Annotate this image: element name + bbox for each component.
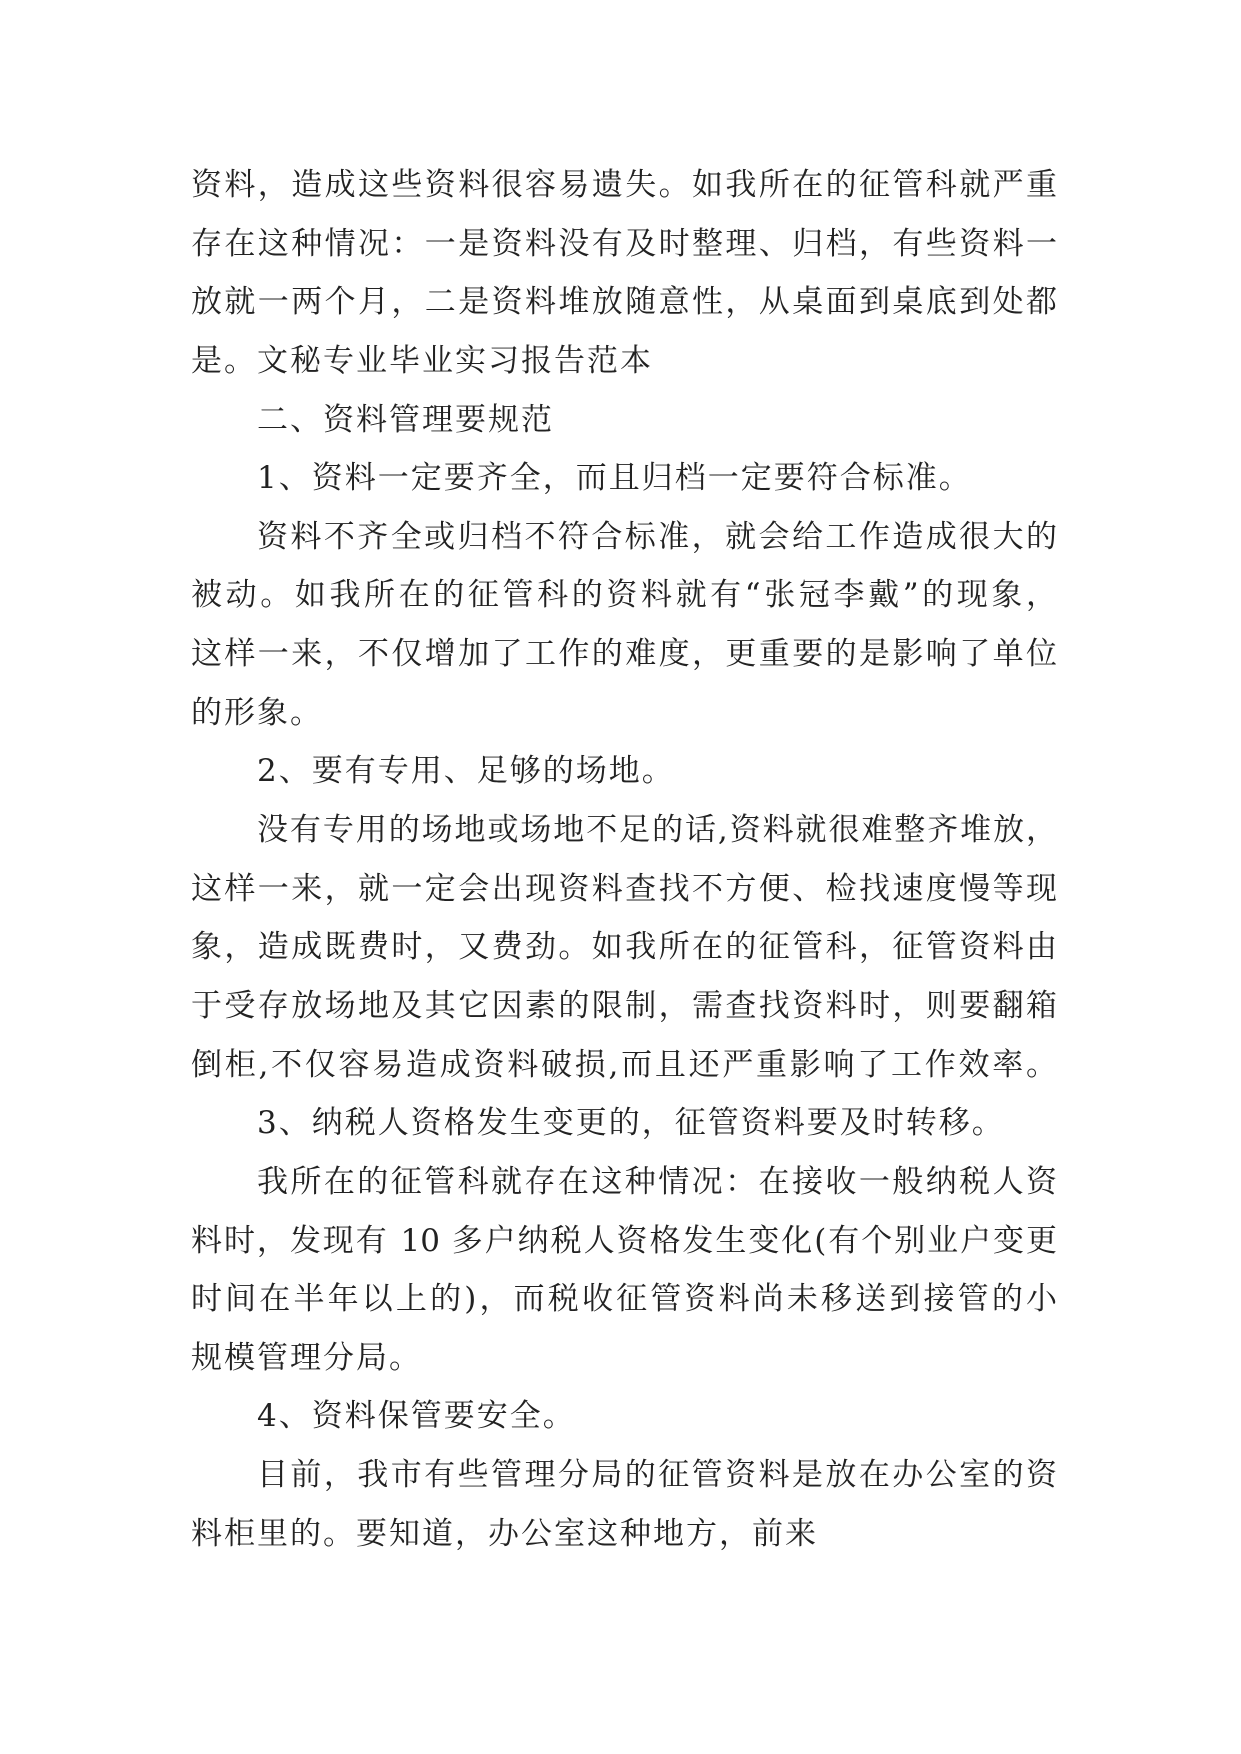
subheading-2 xyxy=(191,742,1057,801)
subheading-1 xyxy=(191,449,1057,508)
body-text-line: 倒柜,不仅容易造成资料破损,而且还严重影响了工作效率。 xyxy=(191,1046,1057,1083)
body-text-line: 存在这种情况：一是资料没有及时整理、归档，有些资料一 xyxy=(191,225,1057,262)
paragraph-continuation xyxy=(191,156,1057,391)
paragraph xyxy=(191,801,1057,1094)
body-text-line: 没有专用的场地或场地不足的话,资料就很难整齐堆放， xyxy=(257,812,1057,849)
body-text-line: 目前，我市有些管理分局的征管资料是放在办公室的资 xyxy=(257,1457,1057,1494)
body-text-line: 资料，造成这些资料很容易遗失。如我所在的征管科就严重 xyxy=(191,167,1057,203)
subheading-text: 4、资料保管要安全。 xyxy=(257,1398,576,1435)
paragraph xyxy=(191,508,1057,743)
section-heading xyxy=(191,391,1057,450)
body-text-line: 规模管理分局。 xyxy=(191,1339,422,1376)
body-text-line: 象，造成既费时，又费劲。如我所在的征管科，征管资料由 xyxy=(191,929,1057,966)
body-text-line: 这样一来，就一定会出现资料查找不方便、检找速度慢等现 xyxy=(191,870,1057,907)
body-text-line: 资料不齐全或归档不符合标准，就会给工作造成很大的 xyxy=(257,518,1057,555)
subheading-3 xyxy=(191,1094,1057,1153)
subheading-4 xyxy=(191,1387,1057,1446)
body-text-line: 是。文秘专业毕业实习报告范本 xyxy=(191,342,653,379)
subheading-text: 3、纳税人资格发生变更的，征管资料要及时转移。 xyxy=(257,1105,1005,1142)
paragraph xyxy=(191,1446,1057,1563)
body-text-line: 的形象。 xyxy=(191,694,323,731)
paragraph xyxy=(191,1153,1057,1388)
document-body xyxy=(191,156,1057,1563)
section-heading-text: 二、资料管理要规范 xyxy=(257,401,554,438)
subheading-text: 2、要有专用、足够的场地。 xyxy=(257,753,675,790)
body-text-line: 时间在半年以上的)，而税收征管资料尚未移送到接管的小 xyxy=(191,1281,1057,1318)
body-text-line: 料时，发现有 10 多户纳税人资格发生变化(有个别业户变更 xyxy=(191,1222,1057,1259)
body-text-line: 料柜里的。要知道，办公室这种地方，前来 xyxy=(191,1515,818,1552)
body-text-line: 放就一两个月，二是资料堆放随意性，从桌面到桌底到处都 xyxy=(191,284,1057,321)
body-text-line: 我所在的征管科就存在这种情况：在接收一般纳税人资 xyxy=(257,1163,1057,1200)
body-text-line: 被动。如我所在的征管科的资料就有“张冠李戴”的现象， xyxy=(191,577,1057,614)
subheading-text: 1、资料一定要齐全，而且归档一定要符合标准。 xyxy=(257,460,972,497)
body-text-line: 这样一来，不仅增加了工作的难度，更重要的是影响了单位 xyxy=(191,636,1057,673)
body-text-line: 于受存放场地及其它因素的限制，需查找资料时，则要翻箱 xyxy=(191,987,1057,1024)
